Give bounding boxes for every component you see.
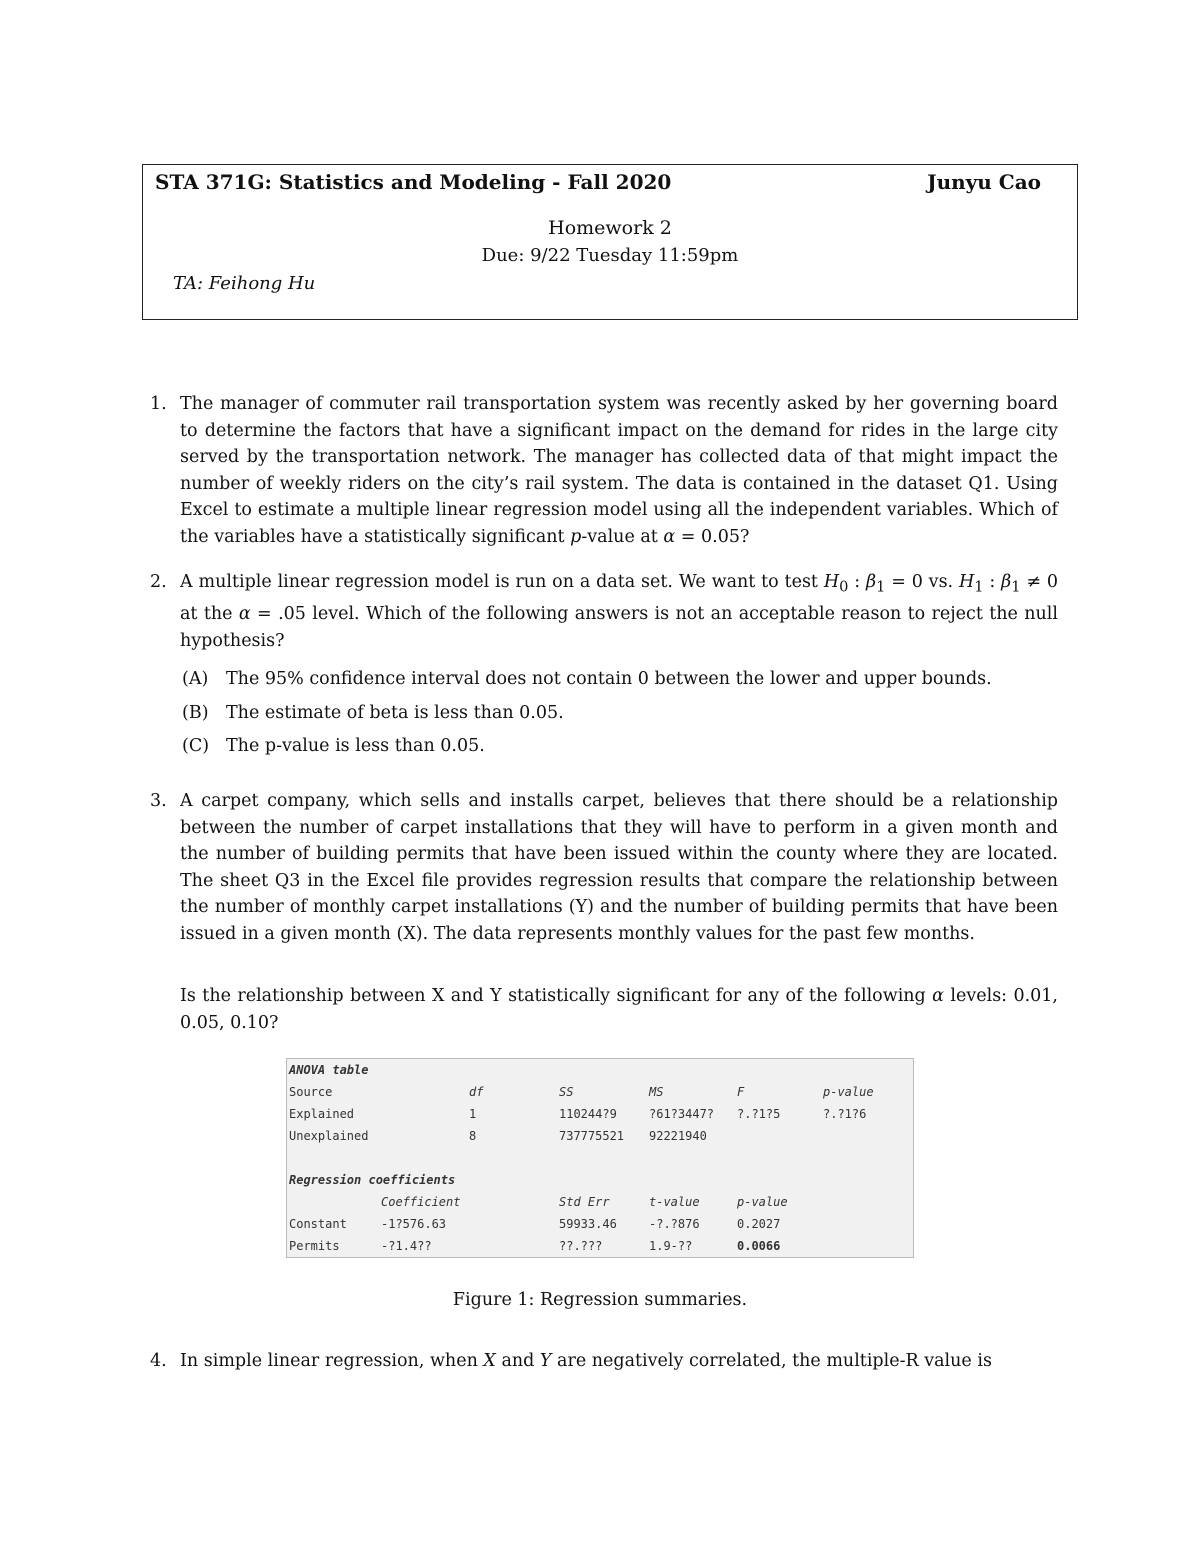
anova-cell: ?.?1?5: [737, 1107, 781, 1121]
subscript: 1: [974, 578, 984, 596]
option-letter: (B): [182, 702, 209, 723]
subscript: 0: [839, 578, 849, 596]
text-segment: The manager of commuter rail transportation system was recently asked by her governing board to determine the factors that have a significant impact on the demand for rides in the large city served by the transportation network. The manager has collected data of that might impact the number of weekly riders on the city’s rail system. The data is contained in the dataset Q1. Using Excel to estimate a multiple linear regression model using all the independent variables. Which of the variables have a statistically significant: [180, 394, 1058, 547]
coef-cell: Permits: [289, 1239, 340, 1253]
text-segment: = .05 level. Which of the following answers is not an acceptable reason to reject the null hypothesis?: [180, 604, 1058, 651]
regression-summary-figure: [286, 1058, 914, 1258]
figure-caption: Figure 1: Regression summaries.: [452, 1290, 748, 1310]
question-number: 2.: [150, 572, 167, 592]
beta-symbol: β: [1001, 572, 1012, 592]
coef-cell: 0.0066: [737, 1239, 781, 1253]
coef-cell: -?1.4??: [381, 1239, 432, 1253]
question-text: [180, 569, 1058, 654]
header-box: [142, 164, 1078, 320]
question-number: 4.: [150, 1351, 167, 1371]
course-title: STA 371G: Statistics and Modeling - Fall 2020: [155, 170, 672, 194]
beta-symbol: β: [865, 572, 877, 592]
option-b: [182, 697, 992, 731]
anova-cell: 92221940: [649, 1129, 707, 1143]
text-segment: :: [983, 572, 1002, 592]
text-segment: :: [848, 572, 866, 592]
anova-header-ss: SS: [559, 1085, 574, 1099]
option-letter: (C): [182, 736, 210, 756]
anova-header-pvalue: p-value: [823, 1085, 874, 1099]
option-text: The p-value is less than 0.05.: [226, 736, 485, 756]
option-letter: (A): [182, 669, 209, 689]
coefficients-title: Regression coefficients: [289, 1173, 456, 1187]
question-1: [150, 391, 1058, 551]
anova-cell: Unexplained: [289, 1129, 369, 1143]
anova-table-title: ANOVA table: [289, 1063, 369, 1077]
anova-cell: 737775521: [559, 1129, 625, 1143]
y-symbol: Y: [539, 1351, 552, 1371]
x-symbol: X: [483, 1351, 496, 1371]
anova-header-source: Source: [289, 1085, 333, 1099]
anova-header-ms: MS: [649, 1085, 664, 1099]
question-text: [180, 391, 1058, 551]
coef-cell: ??.???: [559, 1239, 603, 1253]
coef-header-coefficient: Coefficient: [381, 1195, 461, 1209]
question-2-options: [182, 663, 992, 764]
question-4: [150, 1348, 1058, 1375]
text-segment: and: [495, 1351, 540, 1371]
anova-cell: 110244?9: [559, 1107, 617, 1121]
option-text: The 95% confidence interval does not contain 0 between the lower and upper bounds.: [226, 669, 992, 689]
ta-name: TA: Feihong Hu: [173, 273, 316, 294]
coef-header-tvalue: t-value: [649, 1195, 700, 1209]
subscript: 1: [876, 578, 886, 596]
option-text: The estimate of beta is less than 0.05.: [226, 702, 564, 723]
question-text: [180, 1348, 1058, 1375]
alpha-symbol: α: [932, 986, 944, 1006]
p-symbol: p: [570, 526, 582, 547]
text-segment: levels: 0.01, 0.05, 0.10?: [180, 986, 1058, 1033]
option-a: [182, 663, 992, 697]
h1-symbol: H: [958, 572, 975, 592]
text-segment: In simple linear regression, when: [180, 1351, 484, 1371]
anova-cell: 8: [469, 1129, 477, 1143]
subscript: 1: [1011, 578, 1021, 596]
coef-cell: 59933.46: [559, 1217, 617, 1231]
alpha-symbol: α: [238, 604, 251, 625]
anova-header-df: df: [469, 1085, 484, 1099]
coef-header-pvalue: p-value: [737, 1195, 788, 1209]
text-segment: are negatively correlated, the multiple-R value is: [551, 1351, 992, 1371]
h0-symbol: H: [823, 572, 840, 592]
coef-cell: -1?576.63: [381, 1217, 447, 1231]
anova-cell: Explained: [289, 1107, 355, 1121]
coef-header-stderr: Std Err: [559, 1195, 610, 1209]
due-date: Due: 9/22 Tuesday 11:59pm: [481, 245, 739, 266]
question-2: [150, 569, 1058, 654]
text-segment: -value at: [581, 526, 664, 547]
coef-cell: 1.9-??: [649, 1239, 693, 1253]
option-c: [182, 730, 992, 764]
homework-title: Homework 2: [548, 217, 672, 239]
question-3-followup: [180, 983, 1058, 1036]
coef-cell: -?.?876: [649, 1217, 700, 1231]
text-segment: = 0.05?: [675, 526, 750, 547]
anova-cell: ?61?3447?: [649, 1107, 715, 1121]
anova-cell: 1: [469, 1107, 477, 1121]
question-number: 1.: [150, 394, 167, 414]
question-3: [150, 788, 1058, 948]
text-segment: = 0 vs.: [885, 572, 959, 592]
text-segment: A multiple linear regression model is run on a data set. We want to test: [180, 572, 824, 592]
text-segment: Is the relationship between X and Y statistically significant for any of the following: [180, 986, 933, 1006]
alpha-symbol: α: [663, 526, 676, 547]
question-text: A carpet company, which sells and installs carpet, believes that there should be a relationship between the number of carpet installations that they will have to perform in a given month and the number of building permits that have been issued within the county where they are located. The sheet Q3 in the Excel file provides regression results that compare the relationship between the number of monthly carpet installations (Y) and the number of building permits that have been issued in a given month (X). The data represents monthly values for the past few months.: [180, 791, 1058, 944]
instructor-name: Junyu Cao: [927, 170, 1041, 194]
anova-cell: ?.?1?6: [823, 1107, 867, 1121]
question-number: 3.: [150, 791, 167, 811]
coef-cell: Constant: [289, 1217, 347, 1231]
text-segment: ≠ 0 at the: [180, 572, 1058, 625]
anova-header-f: F: [737, 1085, 745, 1099]
coef-cell: 0.2027: [737, 1217, 781, 1231]
